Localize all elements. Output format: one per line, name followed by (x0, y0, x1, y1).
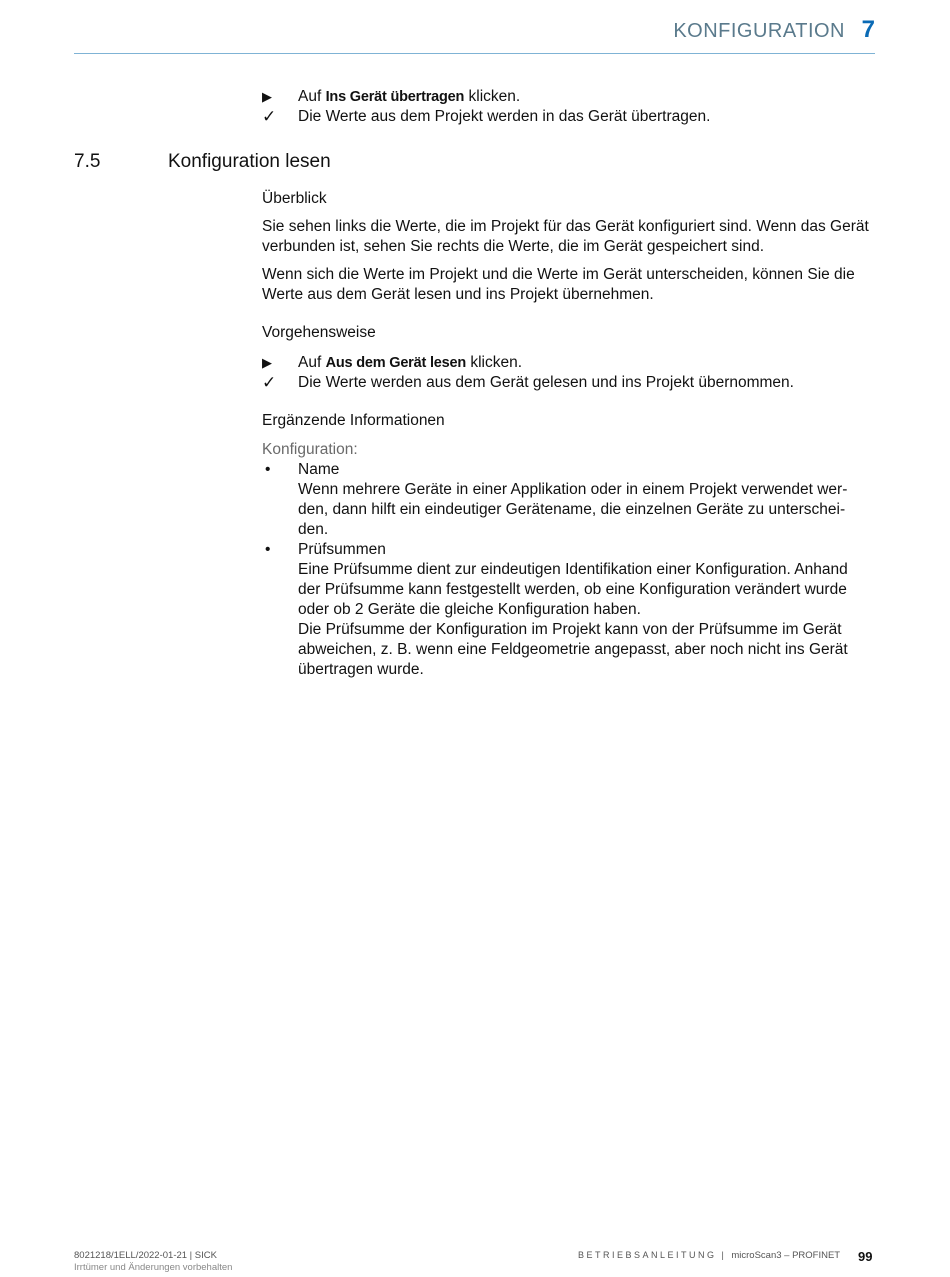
footer-product: microScan3 – PROFINET (731, 1250, 841, 1261)
list-item-title: Prüfsummen (298, 541, 386, 558)
list-item (262, 540, 870, 680)
list-item-line: den, dann hilft ein eindeutiger Gerätename, die einzelnen Geräte zu unterschei- (298, 501, 846, 518)
bullet-icon: • (265, 461, 271, 478)
overview-heading: Überblick (262, 190, 327, 207)
list-item (262, 460, 870, 540)
chapter-number: 7 (861, 16, 875, 43)
config-colon: : (353, 441, 358, 458)
footer-disclaimer: Irrtümer und Änderungen vorbehalten (74, 1262, 233, 1273)
step-suffix: klicken. (464, 88, 521, 105)
footer-doc-type (578, 1250, 840, 1261)
paragraph (262, 217, 870, 257)
paragraph (262, 265, 870, 305)
step-action-label: Aus dem Gerät lesen (325, 355, 467, 371)
step-item (262, 353, 870, 373)
list-item-line: abweichen, z. B. wenn eine Feldgeometrie angepasst, aber noch nicht ins Gerät (298, 641, 848, 658)
list-item-line: Wenn mehrere Geräte in einer Applikation oder in einem Projekt verwendet wer- (298, 481, 848, 498)
info-heading: Ergänzende Informationen (262, 412, 445, 429)
overview-block (262, 189, 870, 209)
step-prefix: Auf (298, 354, 326, 371)
intro-steps (262, 87, 870, 127)
page-number: 99 (858, 1249, 873, 1264)
procedure-steps (262, 353, 870, 393)
config-list (262, 440, 870, 680)
footer-doc-id: 8021218/1ELL/2022-01-21 | SICK (74, 1250, 217, 1261)
procedure-heading: Vorgehensweise (262, 324, 376, 341)
footer-doc-type-label: BETRIEBSANLEITUNG | (578, 1250, 732, 1260)
section-title: Konfiguration lesen (168, 151, 331, 172)
list-item-line: oder ob 2 Geräte die gleiche Konfiguration haben. (298, 601, 641, 618)
list-item-line: Eine Prüfsumme dient zur eindeutigen Identifikation einer Konfiguration. Anhand (298, 561, 848, 578)
list-item-line: der Prüfsumme kann festgestellt werden, ob eine Konfiguration verändert wurde (298, 581, 847, 598)
config-label-line (262, 440, 870, 460)
arrow-icon: ▶ (262, 355, 272, 370)
checkmark-icon: ✓ (262, 107, 277, 126)
bullet-icon: • (265, 541, 271, 558)
step-result (262, 373, 870, 393)
step-suffix: klicken. (466, 354, 523, 371)
paragraph-text: Wenn sich die Werte im Projekt und die Werte im Gerät unterscheiden, können Sie die Werte aus dem Gerät lesen und ins Projekt übernehmen. (262, 266, 855, 303)
step-prefix: Auf (298, 88, 326, 105)
arrow-icon: ▶ (262, 89, 272, 104)
step-result-text: Die Werte aus dem Projekt werden in das Gerät übertragen. (298, 108, 711, 125)
step-action-label: Ins Gerät übertragen (325, 89, 465, 105)
paragraph-text: Sie sehen links die Werte, die im Projekt für das Gerät konfiguriert sind. Wenn das Gerät verbunden ist, sehen Sie rechts die Werte, die im Gerät gespeichert sind. (262, 218, 869, 255)
list-item-title: Name (298, 461, 340, 478)
checkmark-icon: ✓ (262, 373, 277, 392)
config-label: Konfiguration (262, 441, 354, 458)
page-header (74, 18, 875, 54)
footer-doc-info (74, 1250, 232, 1274)
list-item-line: Die Prüfsumme der Konfiguration im Projekt kann von der Prüfsumme im Gerät (298, 621, 842, 638)
step-result (262, 107, 870, 127)
step-item (262, 87, 870, 107)
list-item-line: den. (298, 521, 329, 538)
header-title: KONFIGURATION (673, 20, 845, 42)
info-block (262, 411, 870, 431)
section-number: 7.5 (74, 151, 101, 172)
step-result-text: Die Werte werden aus dem Gerät gelesen und ins Projekt übernommen. (298, 374, 794, 391)
procedure-block (262, 323, 870, 343)
list-item-line: übertragen wurde. (298, 661, 424, 678)
